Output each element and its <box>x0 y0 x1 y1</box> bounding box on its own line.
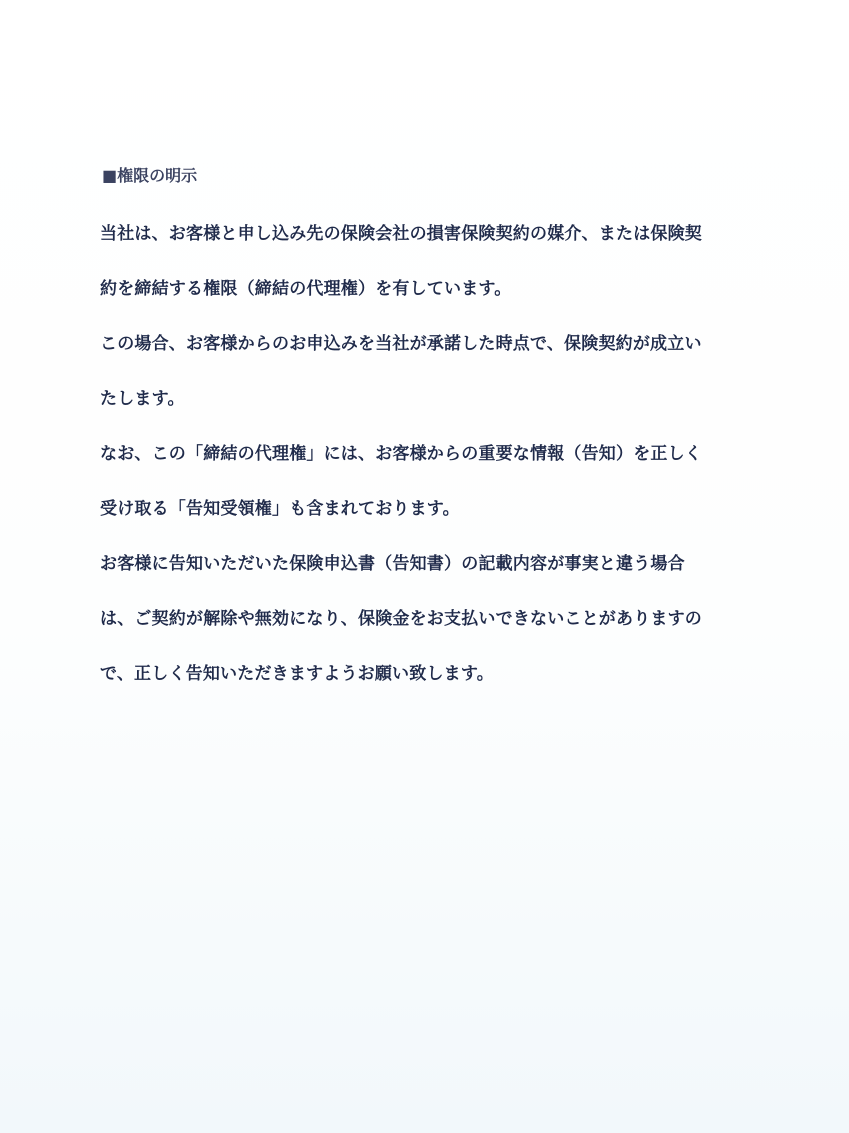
paragraph-line: たします。 <box>100 389 185 409</box>
paragraph-line: 当社は、お客様と申し込み先の保険会社の損害保険契約の媒介、または保険契 <box>100 224 702 244</box>
paragraph-line: は、ご契約が解除や無効になり、保険金をお支払いできないことがありますの <box>100 609 702 629</box>
paragraph-line: なお、この「締結の代理権」には、お客様からの重要な情報（告知）を正しく <box>100 444 702 464</box>
paragraph-line: 受け取る「告知受領権」も含まれております。 <box>100 499 460 519</box>
section-heading: ■権限の明示 <box>102 166 198 185</box>
paragraph-line: 約を締結する権限（締結の代理権）を有しています。 <box>100 279 512 299</box>
paragraph-line: で、正しく告知いただきますようお願い致します。 <box>100 664 494 684</box>
paragraph-line: この場合、お客様からのお申込みを当社が承諾した時点で、保険契約が成立い <box>100 334 702 354</box>
paragraph-line: お客様に告知いただいた保険申込書（告知書）の記載内容が事実と違う場合 <box>100 554 685 574</box>
